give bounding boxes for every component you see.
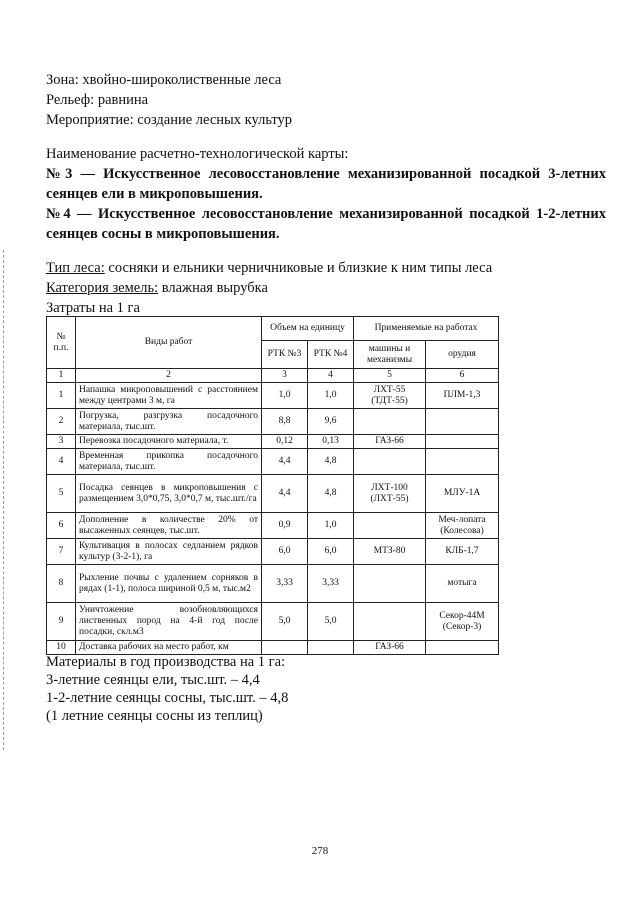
machines-cell: МТЗ-80 (354, 539, 426, 565)
row-num-cell: 2 (47, 409, 76, 435)
row-num-cell: 8 (47, 565, 76, 603)
machines-cell: ЛХТ-55 (ТДТ-55) (354, 383, 426, 409)
table-row (47, 449, 499, 475)
header-volume: Объем на единицу (262, 317, 354, 341)
rtk4-cell: 3,33 (308, 565, 354, 603)
tools-cell: мотыга (426, 565, 499, 603)
forest-type-line (46, 258, 606, 278)
table-row (47, 383, 499, 409)
colnum-cell: 4 (308, 369, 354, 383)
table-row (47, 409, 499, 435)
row-num-cell: 4 (47, 449, 76, 475)
rtk4-cell: 1,0 (308, 383, 354, 409)
document-header (46, 70, 606, 318)
machines-cell: ГАЗ-66 (354, 641, 426, 655)
work-cell: Дополнение в количестве 20% от высаженных сеянцев, тыс.шт. (76, 513, 262, 539)
pine-line: 1-2-летние сеянцы сосны, тыс.шт. – 4,8 (46, 690, 289, 706)
colnum-cell: 5 (354, 369, 426, 383)
header-rtk3: РТК №3 (262, 341, 308, 369)
colnum-cell: 6 (426, 369, 499, 383)
work-cell: Временная прикопка посадочного материала, тыс.шт. (76, 449, 262, 475)
table-row (47, 475, 499, 513)
header-rtk4: РТК №4 (308, 341, 354, 369)
work-cell: Погрузка, разгрузка посадочного материала, тыс.шт. (76, 409, 262, 435)
forest-type-value: сосняки и ельники черничниковые и близкие к ним типы леса (104, 260, 493, 276)
work-cell: Рыхление почвы с удалением сорняков в рядах (1-1), полоса шириной 0,5 м, тыс.м2 (76, 565, 262, 603)
work-cell: Перевозка посадочного материала, т. (76, 435, 262, 449)
row-num-cell: 7 (47, 539, 76, 565)
land-category-line (46, 278, 606, 298)
rtk3-cell: 6,0 (262, 539, 308, 565)
rtk4-cell: 4,8 (308, 449, 354, 475)
greenhouse-note: (1 летние сеянцы сосны из теплиц) (46, 708, 263, 724)
work-cell: Уничтожение возобновляющихся лиственных пород на 4-й год после посадки, скл.м3 (76, 603, 262, 641)
costs-line: Затраты на 1 га (46, 300, 140, 316)
page-number: 278 (311, 845, 329, 857)
row-num-cell: 3 (47, 435, 76, 449)
rtk3-cell: 8,8 (262, 409, 308, 435)
tools-cell (426, 409, 499, 435)
colnum-cell: 2 (76, 369, 262, 383)
tools-cell: Меч-лопата (Колесова) (426, 513, 499, 539)
header-tools: орудия (426, 341, 499, 369)
machines-cell (354, 449, 426, 475)
rtk4-cell: 4,8 (308, 475, 354, 513)
machines-cell (354, 603, 426, 641)
rtk3-cell: 4,4 (262, 475, 308, 513)
machines-cell (354, 513, 426, 539)
machines-cell: ЛХТ-100 (ЛХТ-55) (354, 475, 426, 513)
rtk4-cell: 9,6 (308, 409, 354, 435)
work-cell: Культивация в полосах седланием рядков культур (3-2-1), га (76, 539, 262, 565)
row-num-cell: 6 (47, 513, 76, 539)
rtk3-cell: 0,9 (262, 513, 308, 539)
header-num: № п.п. (47, 317, 76, 369)
forest-type-label: Тип леса: (46, 260, 105, 276)
tools-cell: МЛУ-1А (426, 475, 499, 513)
document-footer (46, 653, 606, 725)
rtk4-cell: 1,0 (308, 513, 354, 539)
header-applied: Применяемые на работах (354, 317, 499, 341)
colnum-cell: 1 (47, 369, 76, 383)
rtk4-cell: 5,0 (308, 603, 354, 641)
map4-title: №4 — Искусственное лесовосстановление механизированной посадкой 1-2-летних сеянцев сосны в микроповышения. (46, 206, 606, 242)
machines-cell (354, 409, 426, 435)
work-cell: Посадка сеянцев в микроповышения с размещением 3,0*0,75, 3,0*0,7 м, тыс.шт./га (76, 475, 262, 513)
map3-title: №3 — Искусственное лесовосстановление механизированной посадкой 3-летних сеянцев ели в микроповышения. (46, 166, 606, 202)
scan-margin-line (3, 250, 4, 750)
tools-cell (426, 435, 499, 449)
rtk3-cell: 0,12 (262, 435, 308, 449)
zone-line: Зона: хвойно-широколиственные леса (46, 72, 282, 88)
land-category-value: влажная вырубка (158, 280, 268, 296)
rtk4-cell: 0,13 (308, 435, 354, 449)
work-cell: Доставка рабочих на место работ, км (76, 641, 262, 655)
table-row (47, 435, 499, 449)
rtk4-cell: 6,0 (308, 539, 354, 565)
rtk3-cell: 1,0 (262, 383, 308, 409)
work-cell: Напашка микроповышений с расстоянием между центрами 3 м, га (76, 383, 262, 409)
row-num-cell: 9 (47, 603, 76, 641)
tools-cell: КЛБ-1,7 (426, 539, 499, 565)
table-row (47, 565, 499, 603)
tools-cell (426, 449, 499, 475)
map-name-label: Наименование расчетно-технологической карты: (46, 146, 349, 162)
machines-cell: ГАЗ-66 (354, 435, 426, 449)
land-category-label: Категория земель: (46, 280, 159, 296)
activity-line: Мероприятие: создание лесных культур (46, 112, 293, 128)
materials-heading: Материалы в год производства на 1 га: (46, 654, 286, 670)
row-num-cell: 1 (47, 383, 76, 409)
table-row (47, 603, 499, 641)
colnum-cell: 3 (262, 369, 308, 383)
spruce-line: 3-летние сеянцы ели, тыс.шт. – 4,4 (46, 672, 260, 688)
machines-cell (354, 565, 426, 603)
rtk3-cell: 3,33 (262, 565, 308, 603)
header-machines: машины и механизмы (354, 341, 426, 369)
rtk3-cell: 5,0 (262, 603, 308, 641)
table-row (47, 513, 499, 539)
relief-line: Рельеф: равнина (46, 92, 149, 108)
row-num-cell: 10 (47, 641, 76, 655)
header-works: Виды работ (76, 317, 262, 369)
table-row (47, 539, 499, 565)
rtk3-cell: 4,4 (262, 449, 308, 475)
tools-cell: ПЛМ-1,3 (426, 383, 499, 409)
row-num-cell: 5 (47, 475, 76, 513)
works-table (46, 316, 499, 655)
tools-cell: Секор-44М (Секор-3) (426, 603, 499, 641)
